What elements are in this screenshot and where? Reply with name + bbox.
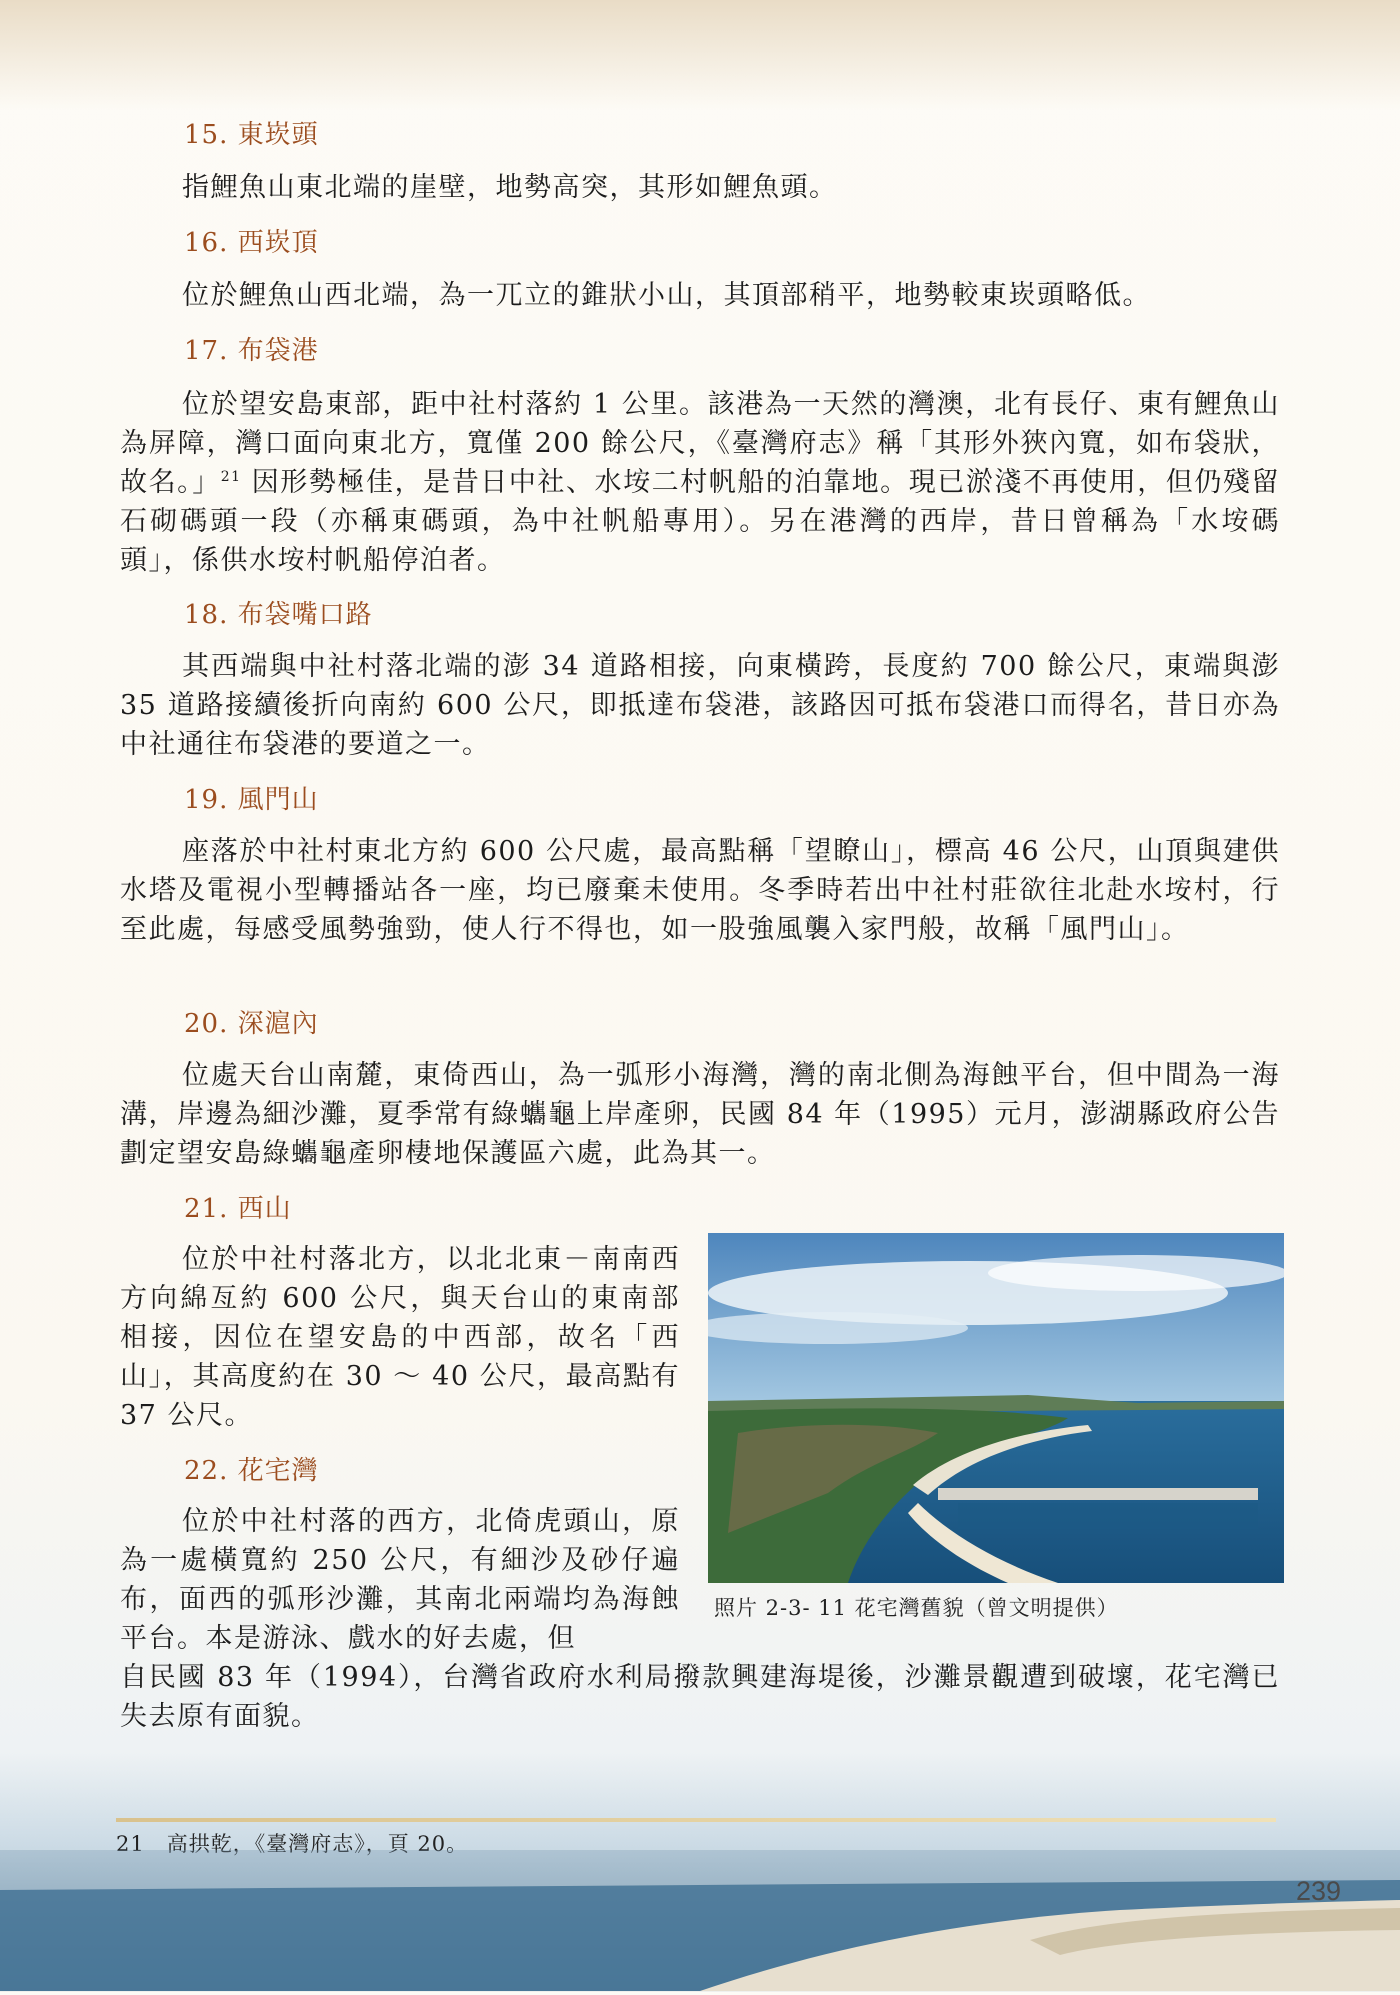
page-number: 239 xyxy=(1296,1876,1342,1906)
section-heading-15: 15. 東崁頭 xyxy=(184,120,319,150)
section-text-22a: 位於中社村落的西方，北倚虎頭山，原為一處橫寬約 250 公尺，有細沙及砂仔遍布，面西的弧形沙灘，其南北兩端均為海蝕平台。本是游泳、戲水的好去處，但 xyxy=(120,1506,680,1654)
photo-caption: 照片 2-3- 11 花宅灣舊貌（曾文明提供） xyxy=(714,1596,1119,1620)
section-text-19: 座落於中社村東北方約 600 公尺處，最高點稱「望瞭山」，標高 46 公尺，山頂與建供水塔及電視小型轉播站各一座，均已廢棄未使用。冬季時若出中社村莊欲往北赴水垵村，行至此處，每感受風勢強勁，使人行不得也，如一股強風襲入家門般，故稱「風門山」。 xyxy=(120,836,1280,945)
section-text-15: 指鯉魚山東北端的崖壁，地勢高突，其形如鯉魚頭。 xyxy=(182,172,838,203)
section-heading-17: 17. 布袋港 xyxy=(184,336,319,366)
section-heading-19: 19. 風門山 xyxy=(184,785,319,815)
section-text-16: 位於鯉魚山西北端，為一兀立的錐狀小山，其頂部稍平，地勢較東崁頭略低。 xyxy=(182,280,1151,311)
section-heading-20: 20. 深滬內 xyxy=(184,1009,319,1039)
huazhai-bay-photo xyxy=(708,1233,1284,1583)
section-text-17a: 位於望安島東部，距中社村落約 1 公里。該港為一天然的灣澳，北有長仔、東有鯉魚山為屏障，灣口面向東北方，寬僅 200 餘公尺，《臺灣府志》稱「其形外狹內寬，如布袋狀，故名。」 xyxy=(120,389,1280,498)
footnote: 21 高拱乾，《臺灣府志》，頁 20。 xyxy=(116,1832,469,1856)
section-text-17 xyxy=(120,385,1280,580)
footnote-divider xyxy=(116,1818,1276,1822)
section-text-18: 其西端與中社村落北端的澎 34 道路相接，向東橫跨，長度約 700 餘公尺，東端與澎 35 道路接續後折向南約 600 公尺，即抵達布袋港，該路因可抵布袋港口而得名，昔日亦為中社通往布袋港的要道之一。 xyxy=(120,651,1280,760)
section-text-20: 位處天台山南麓，東倚西山，為一弧形小海灣，灣的南北側為海蝕平台，但中間為一海溝，岸邊為細沙灘，夏季常有綠蠵龜上岸產卵，民國 84 年（1995）元月，澎湖縣政府公告劃定望安島綠蠵龜產卵棲地保護區六處，此為其一。 xyxy=(120,1060,1280,1169)
section-heading-18: 18. 布袋嘴口路 xyxy=(184,600,373,630)
section-heading-21: 21. 西山 xyxy=(184,1194,292,1224)
section-heading-22: 22. 花宅灣 xyxy=(184,1456,319,1486)
section-heading-16: 16. 西崁頂 xyxy=(184,228,319,258)
section-text-22b: 自民國 83 年（1994），台灣省政府水利局撥款興建海堤後，沙灘景觀遭到破壞，花宅灣已失去原有面貌。 xyxy=(120,1662,1280,1732)
footnote-marker: 21 xyxy=(220,469,242,485)
section-text-17b: 因形勢極佳，是昔日中社、水垵二村帆船的泊靠地。現已淤淺不再使用，但仍殘留石砌碼頭一段（亦稱東碼頭，為中社帆船專用）。另在港灣的西岸，昔日曾稱為「水垵碼頭」，係供水垵村帆船停泊者。 xyxy=(120,467,1280,576)
section-text-21: 位於中社村落北方，以北北東－南南西方向綿亙約 600 公尺，與天台山的東南部相接，因位在望安島的中西部，故名「西山」，其高度約在 30 ～ 40 公尺，最高點有 37 公尺。 xyxy=(120,1244,680,1431)
decorative-coast-scene xyxy=(0,1850,1400,1991)
